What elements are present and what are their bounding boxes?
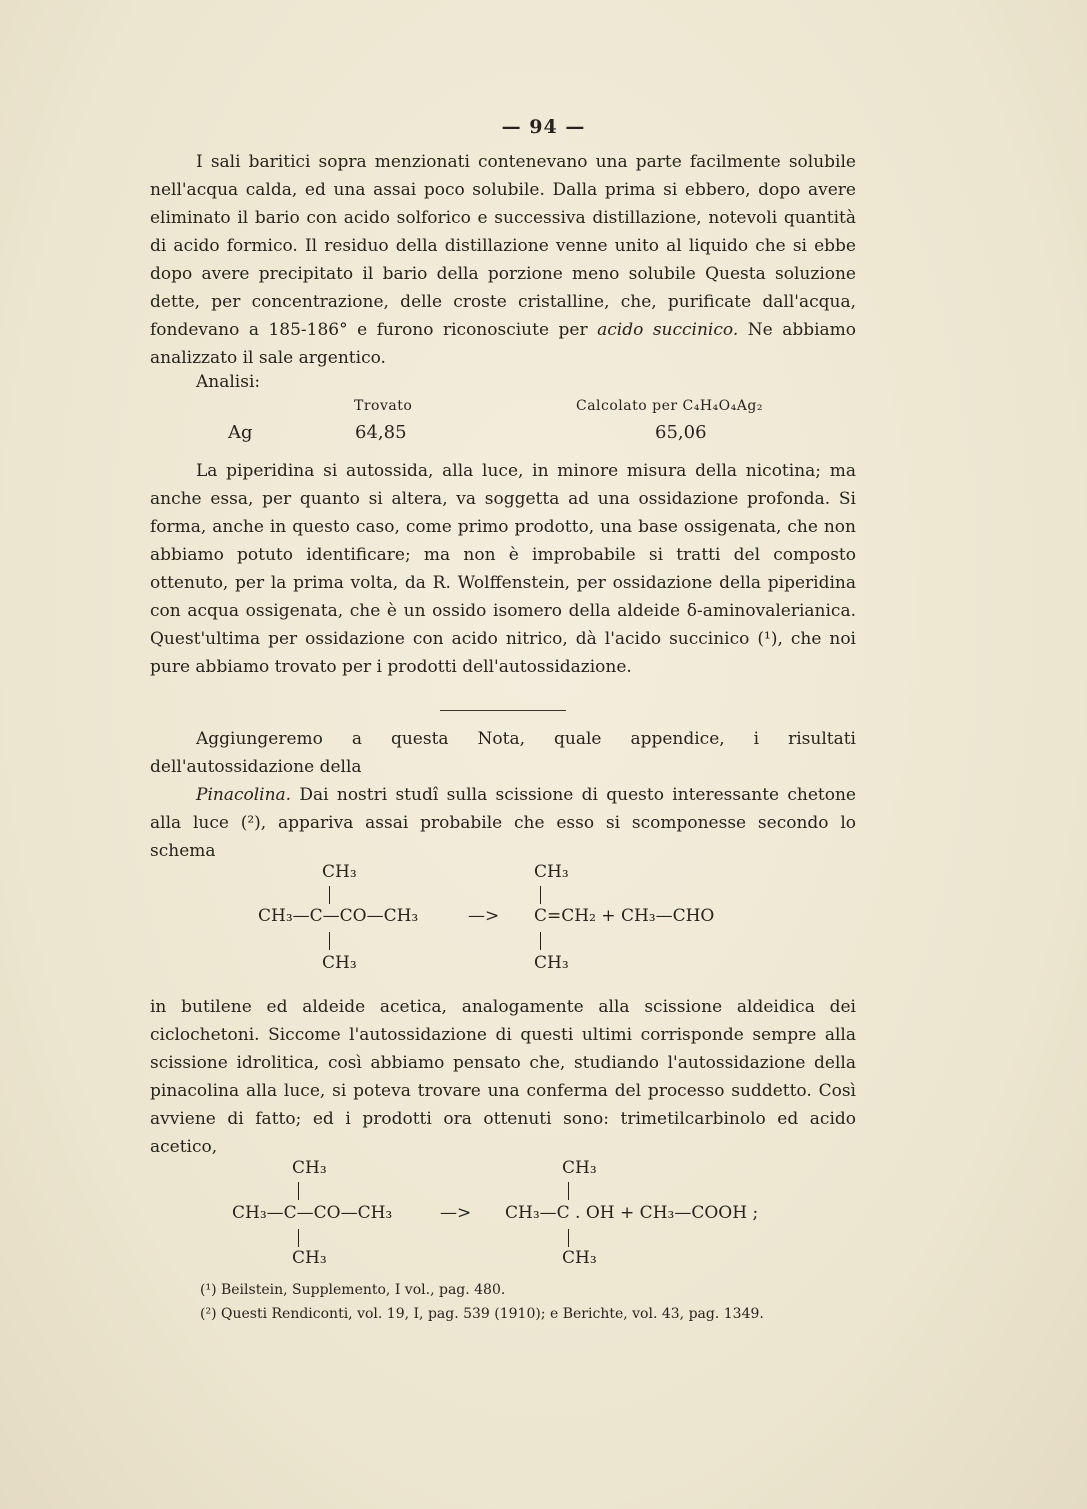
paragraph-text: Aggiungeremo a questa Nota, quale appendice, i risultati dell'autossidazione della (150, 729, 856, 777)
analysis-label: Analisi: (196, 372, 261, 392)
substituent-top-left: CH₃ (322, 862, 357, 882)
footnote-1: (¹) Beilstein, Supplemento, I vol., pag. 480. (200, 1282, 506, 1298)
bond-line (298, 1182, 299, 1200)
substituent-bottom-right: CH₃ (562, 1248, 597, 1268)
reactant-formula: CH₃—C—CO—CH₃ (258, 906, 419, 926)
substituent-top-right: CH₃ (562, 1158, 597, 1178)
paragraph-text: I sali baritici sopra menzionati contenevano una parte facilmente solubile nell'acqua calda, ed una assai poco solubile. Dalla prima si ebbero, dopo avere eliminato il bario con acido solforico e successiva distillazione, notevoli quantità di acido formico. Il residuo della distillazione venne unito al liquido che si ebbe dopo avere precipitato il bario della porzione meno solubile Questa soluzione dette, per concentrazione, delle croste cristalline, che, purificate dall'acqua, fondevano a 185-186° e furono riconosciute per (150, 152, 856, 340)
bond-line (568, 1229, 569, 1247)
italic-term: acido succinico. (597, 320, 739, 340)
paragraph-text: in butilene ed aldeide acetica, analogamente alla scissione aldeidica dei ciclochetoni. Siccome l'autossidazione di questi ultimi corrisponde sempre alla scissione idrolitica, così abbiamo pensato che, studiando l'autossidazione della pinacolina alla luce, si poteva trovare una conferma del processo suddetto. Così avviene di fatto; ed i prodotti ora ottenuti sono: trimetilcarbinolo ed acido acetico, (150, 997, 856, 1157)
paragraph-text-end: Ne abbiamo analizzato il sale argentico. (150, 320, 857, 368)
analysis-calculated-value: 65,06 (655, 422, 707, 443)
analysis-found-value: 64,85 (355, 422, 407, 443)
page-number: — 94 — (501, 116, 586, 138)
substituent-bottom-right: CH₃ (534, 953, 569, 973)
paragraph-piperidine (150, 457, 856, 681)
bond-line (298, 1229, 299, 1247)
bond-line (329, 886, 330, 904)
substituent-bottom-left: CH₃ (292, 1248, 327, 1268)
bond-line (540, 886, 541, 904)
bond-line (540, 932, 541, 950)
product-formula: CH₃—C . OH + CH₃—COOH ; (505, 1203, 759, 1223)
paragraph-appendix (150, 725, 856, 865)
section-separator (440, 710, 566, 711)
bond-line (568, 1182, 569, 1200)
column-header-calculated: Calcolato per C₄H₄O₄Ag₂ (576, 398, 763, 414)
substituent-top-right: CH₃ (534, 862, 569, 882)
reaction-arrow: —> (440, 1203, 472, 1223)
substituent-top-left: CH₃ (292, 1158, 327, 1178)
reactant-formula: CH₃—C—CO—CH₃ (232, 1203, 393, 1223)
analysis-element: Ag (228, 422, 253, 443)
product-formula: C=CH₂ + CH₃—CHO (534, 906, 715, 926)
paragraph-text: La piperidina si autossida, alla luce, in minore misura della nicotina; ma anche essa, per quanto si altera, va soggetta ad una ossidazione profonda. Si forma, anche in questo caso, come primo prodotto, una base ossigenata, che non abbiamo potuto identificare; ma non è improbabile si tratti del composto ottenuto, per la prima volta, da R. Wolffenstein, per ossidazione della piperidina con acqua ossigenata, che è un ossido isomero della aldeide δ-aminovalerianica. Quest'ultima per ossidazione con acido nitrico, dà l'acido succinico (¹), che noi pure abbiamo trovato per i prodotti dell'autossidazione. (150, 461, 856, 677)
footnote-2: (²) Questi Rendiconti, vol. 19, I, pag. 539 (1910); e Berichte, vol. 43, pag. 1349. (200, 1306, 764, 1322)
italic-heading: Pinacolina. (196, 785, 292, 805)
reaction-arrow: —> (468, 906, 500, 926)
paragraph-text: Dai nostri studî sulla scissione di questo interessante chetone alla luce (²), appariva assai probabile che esso si scomponesse secondo lo schema (150, 785, 856, 861)
paragraph-pinacolina (150, 993, 856, 1161)
substituent-bottom-left: CH₃ (322, 953, 357, 973)
paragraph-salts (150, 148, 856, 372)
bond-line (329, 932, 330, 950)
column-header-found: Trovato (354, 398, 413, 414)
